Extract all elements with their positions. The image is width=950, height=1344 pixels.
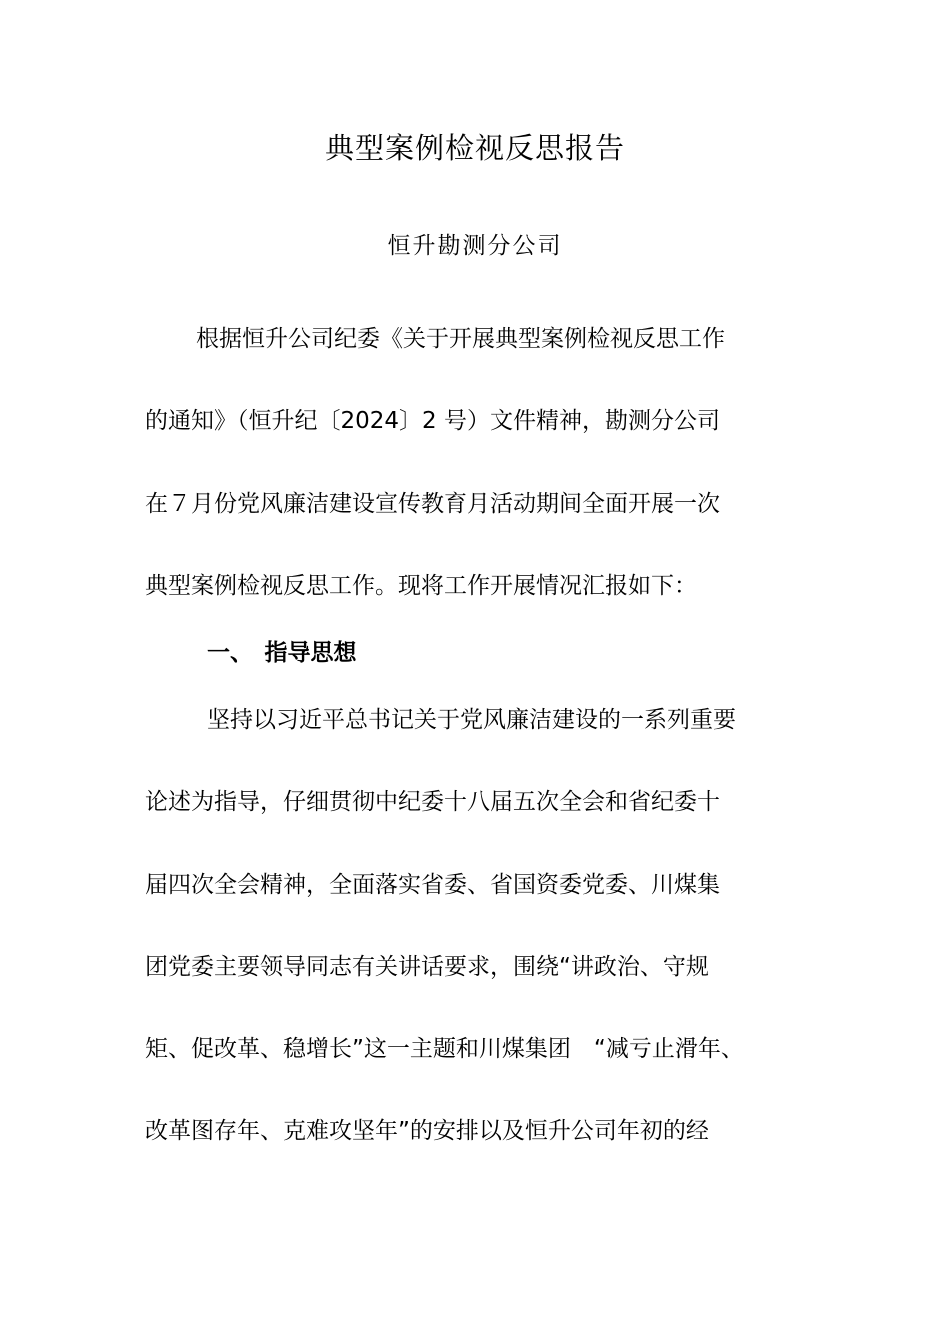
document-subtitle: 恒升勘测分公司 [387, 233, 563, 259]
paragraph-2-line-1: 坚持以习近平总书记关于党风廉洁建设的一系列重要 [207, 707, 736, 733]
paragraph-2-line-5: 矩、促改革、稳增长”这一主题和川煤集团 “减亏止滑年、 [145, 1036, 744, 1062]
paragraph-1-line-2: 的通知》（恒升纪〔2024〕2 号）文件精神，勘测分公司 [145, 408, 720, 434]
paragraph-1-line-1: 根据恒升公司纪委《关于开展典型案例检视反思工作 [196, 326, 725, 352]
paragraph-1-line-4: 典型案例检视反思工作。现将工作开展情况汇报如下： [145, 573, 697, 599]
document-title: 典型案例检视反思报告 [324, 131, 625, 165]
section-1-heading: 一、 指导思想 [207, 640, 357, 666]
paragraph-2-line-4: 团党委主要领导同志有关讲话要求，围绕“讲政治、守规 [145, 954, 709, 980]
paragraph-1-line-3: 在７月份党风廉洁建设宣传教育月活动期间全面开展一次 [145, 491, 720, 517]
paragraph-2-line-3: 届四次全会精神，全面落实省委、省国资委党委、川煤集 [145, 872, 720, 898]
paragraph-2-line-6: 改革图存年、克难攻坚年”的安排以及恒升公司年初的经 [145, 1118, 709, 1144]
paragraph-2-line-2: 论述为指导，仔细贯彻中纪委十八届五次全会和省纪委十 [145, 789, 720, 815]
